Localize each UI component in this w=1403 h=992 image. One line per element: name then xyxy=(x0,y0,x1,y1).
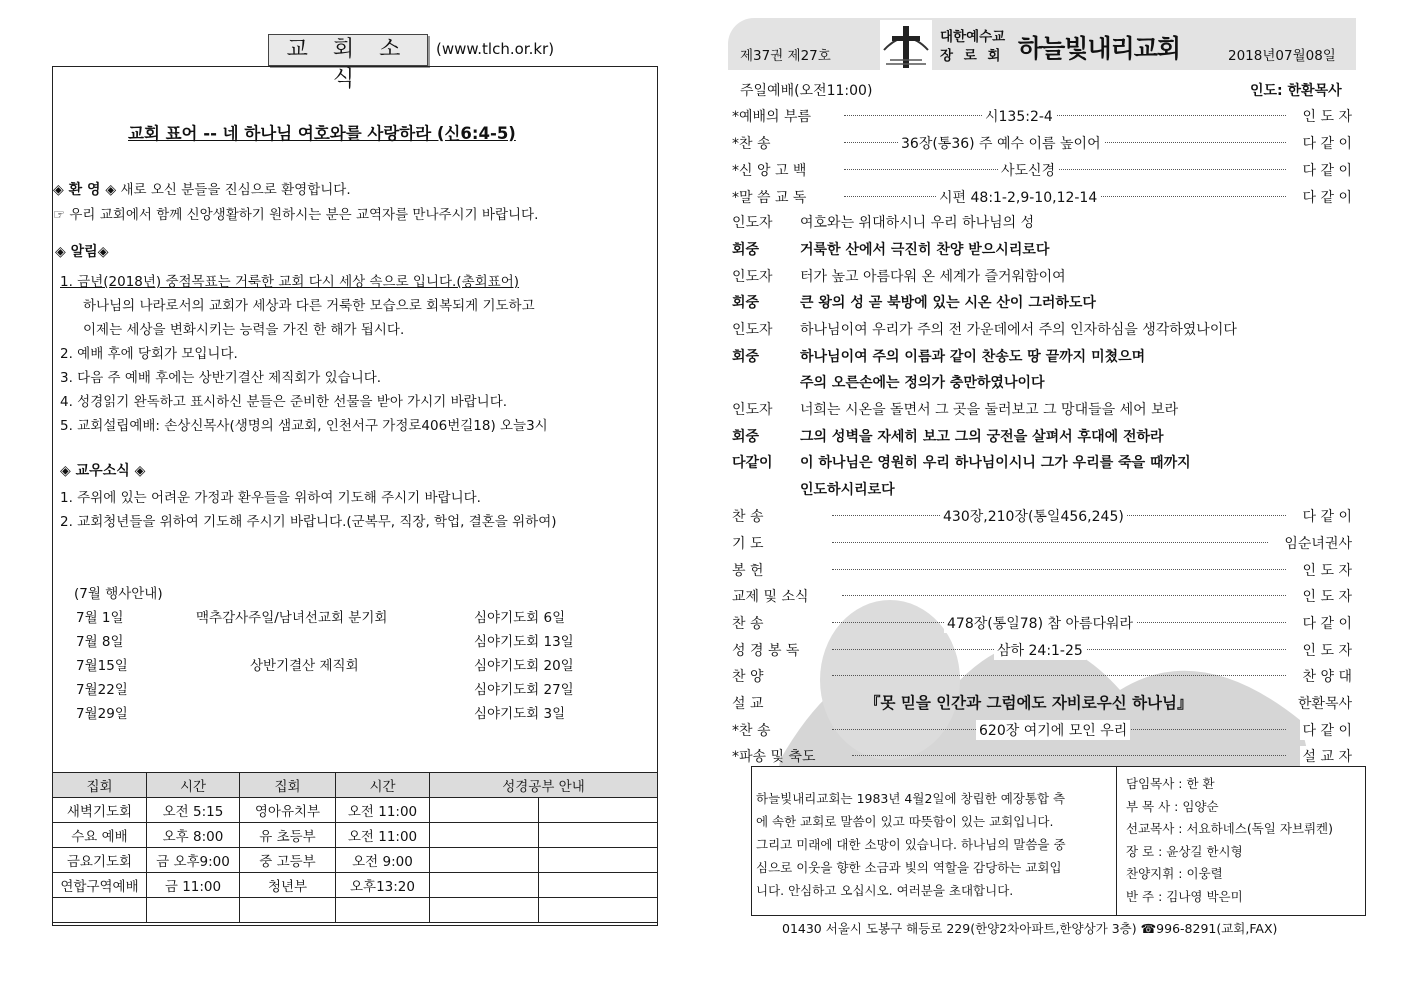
july-date: 7월 8일 xyxy=(76,634,124,650)
order-label: 기 도 xyxy=(732,536,764,552)
order-middle: 시편 48:1-2,9-10,12-14 xyxy=(936,187,1100,207)
order-item xyxy=(732,183,1352,209)
order-item xyxy=(732,102,1352,128)
table-cell xyxy=(430,848,539,873)
table-cell: 오전 11:00 xyxy=(336,798,430,823)
table-row xyxy=(53,898,658,923)
table-header-row xyxy=(53,773,658,798)
reading-text: 인도하시리로다 xyxy=(800,482,895,498)
order-label: *찬 송 xyxy=(732,136,771,152)
bulletin-date: 2018년07월08일 xyxy=(1228,48,1336,64)
order-item xyxy=(732,742,1352,768)
table-cell xyxy=(430,823,539,848)
table-cell xyxy=(539,898,658,923)
leader-dots xyxy=(852,755,1286,756)
order-right: 다 같 이 xyxy=(1300,160,1352,180)
table-cell xyxy=(539,848,658,873)
table-cell: 중 고등부 xyxy=(240,848,336,873)
table-row xyxy=(53,823,658,848)
reading-text: 큰 왕의 성 곧 북방에 있는 시온 산이 그러하도다 xyxy=(800,295,1096,311)
denomination-top: 대한예수교 xyxy=(940,29,1006,45)
intro-line: 하늘빛내리교회는 1983년 4월2일에 창립한 예장통합 측 xyxy=(756,791,1066,806)
reading-text: 하나님이여 주의 이름과 같이 찬송도 땅 끝까지 미쳤으며 xyxy=(800,349,1146,365)
leader-dots xyxy=(844,115,1286,116)
reading-text: 터가 높고 아름다워 온 세계가 즐거워함이여 xyxy=(800,269,1066,285)
col-header: 성경공부 안내 xyxy=(430,773,658,798)
church-news-heading: ◈ 교우소식 ◈ xyxy=(60,463,146,479)
col-header: 집회 xyxy=(53,773,147,798)
july-prayer: 심야기도회 20일 xyxy=(474,658,574,674)
reader-role: 회중 xyxy=(732,242,760,258)
staff-line: 담임목사 : 한 환 xyxy=(1126,776,1215,791)
table-cell: 영아유치부 xyxy=(240,798,336,823)
july-prayer: 심야기도회 13일 xyxy=(474,634,574,650)
table-row xyxy=(53,873,658,898)
order-item xyxy=(732,716,1352,742)
table-cell xyxy=(430,898,539,923)
table-row xyxy=(53,798,658,823)
order-item xyxy=(732,556,1352,582)
order-right: 인 도 자 xyxy=(1300,586,1352,606)
july-date: 7월 1일 xyxy=(76,610,124,626)
july-event: 맥추감사주일/남녀선교회 분기회 xyxy=(196,610,388,626)
table-cell xyxy=(539,798,658,823)
order-item xyxy=(732,129,1352,155)
intro-line: 니다. 안심하고 오십시오. 여러분을 초대합니다. xyxy=(756,883,1014,898)
order-right: 임순녀권사 xyxy=(1281,533,1352,553)
reading-text: 그의 성벽을 자세히 보고 그의 궁전을 살펴서 후대에 전하라 xyxy=(800,429,1164,445)
leader-dots xyxy=(832,675,1286,676)
notice-item: 2. 예배 후에 당회가 모입니다. xyxy=(60,346,238,362)
church-news-item: 1. 주위에 있는 어려운 가정과 환우들을 위하여 기도해 주시기 바랍니다. xyxy=(60,490,481,506)
july-date: 7월29일 xyxy=(76,706,128,722)
order-item xyxy=(732,156,1352,182)
july-event: 상반기결산 제직회 xyxy=(250,658,359,674)
table-cell: 수요 예배 xyxy=(53,823,147,848)
volume-number: 제37권 제27호 xyxy=(740,48,831,64)
order-item xyxy=(732,636,1352,662)
staff-line: 반 주 : 김나영 박은미 xyxy=(1126,888,1243,904)
reader-role: 인도자 xyxy=(732,215,773,231)
order-right: 다 같 이 xyxy=(1300,506,1352,526)
order-label: 찬 양 xyxy=(732,669,764,685)
table-cell xyxy=(53,898,147,923)
july-heading: (7월 행사안내) xyxy=(74,586,163,602)
order-label: *신 앙 고 백 xyxy=(732,163,807,179)
reader-role: 회중 xyxy=(732,295,760,311)
reading-text: 하나님이여 우리가 주의 전 가운데에서 주의 인자하심을 생각하였나이다 xyxy=(800,322,1237,338)
order-middle: 620장 여기에 모인 우리 xyxy=(976,720,1130,740)
table-cell xyxy=(336,898,430,923)
july-prayer: 심야기도회 3일 xyxy=(474,706,566,722)
sermon-title: 『못 믿을 인간과 그럼에도 자비로우신 하나님』 xyxy=(865,694,1193,712)
order-right: 다 같 이 xyxy=(1300,187,1352,207)
reader-role: 회중 xyxy=(732,429,760,445)
notice-item: 하나님의 나라로서의 교회가 세상과 다른 거룩한 모습으로 회복되게 기도하고 xyxy=(83,298,535,314)
order-item xyxy=(732,689,1352,715)
welcome-line2: ☞ 우리 교회에서 함께 신앙생활하기 원하시는 분은 교역자를 만나주시기 바랍니다. xyxy=(53,207,539,223)
reader-role: 인도자 xyxy=(732,402,773,418)
notice-item: 이제는 세상을 변화시키는 능력을 가진 한 해가 됩시다. xyxy=(83,322,405,338)
order-label: *찬 송 xyxy=(732,723,771,739)
staff-line: 장 로 : 윤상길 한시형 xyxy=(1126,843,1243,859)
table-cell: 금요기도회 xyxy=(53,848,147,873)
table-cell: 오후13:20 xyxy=(336,873,430,898)
table-row xyxy=(53,848,658,873)
staff-list xyxy=(1126,773,1333,908)
reader-role: 다같이 xyxy=(732,455,773,471)
table-cell: 연합구역예배 xyxy=(53,873,147,898)
table-cell xyxy=(430,798,539,823)
order-label: 교제 및 소식 xyxy=(732,589,809,605)
order-middle: 430장,210장(통일456,245) xyxy=(940,506,1127,526)
order-right: 인 도 자 xyxy=(1300,560,1352,580)
order-label: 성 경 봉 독 xyxy=(732,643,800,659)
reading-text: 여호와는 위대하시니 우리 하나님의 성 xyxy=(800,215,1035,231)
reading-text: 주의 오른손에는 정의가 충만하였나이다 xyxy=(800,375,1045,391)
order-right: 한환목사 xyxy=(1295,693,1352,713)
order-right: 인 도 자 xyxy=(1300,106,1352,126)
notice-item: 5. 교회설립예배: 손상신목사(생명의 샘교회, 인천서구 가정로406번길18) 오늘3시 xyxy=(60,418,548,434)
order-label: *말 씀 교 독 xyxy=(732,190,807,206)
church-address-footer: 01430 서울시 도봉구 해등로 229(한양2차아파트,한양상가 3층) ☎996-8291(교회,FAX) xyxy=(782,921,1278,936)
order-middle: 시135:2-4 xyxy=(982,106,1056,126)
church-name: 하늘빛내리교회 xyxy=(1018,34,1181,63)
reading-text: 너희는 시온을 돌면서 그 곳을 둘러보고 그 망대들을 세어 보라 xyxy=(800,402,1179,418)
page-title: 교 회 소 식 xyxy=(268,34,428,66)
order-label: 찬 송 xyxy=(732,509,764,525)
order-right: 다 같 이 xyxy=(1300,133,1352,153)
table-cell: 오후 8:00 xyxy=(147,823,240,848)
col-header: 시간 xyxy=(336,773,430,798)
cross-logo-icon xyxy=(880,20,932,70)
website-url[interactable]: (www.tlch.or.kr) xyxy=(436,40,555,58)
leader-dots xyxy=(844,169,1286,170)
intro-line: 그리고 미래에 대한 소망이 있습니다. 하나님의 말씀을 중 xyxy=(756,837,1066,852)
church-intro xyxy=(756,787,1066,902)
leader-dots xyxy=(842,595,1286,596)
order-middle: 사도신경 xyxy=(998,160,1058,180)
leader-dots xyxy=(832,569,1286,570)
staff-line: 부 목 사 : 임양순 xyxy=(1126,798,1219,814)
table-cell: 금 오후9:00 xyxy=(147,848,240,873)
service-title: 주일예배(오전11:00) xyxy=(740,83,873,99)
intro-line: 에 속한 교회로 말씀이 있고 따뜻함이 있는 교회입니다. xyxy=(756,814,1054,829)
order-item xyxy=(732,609,1352,635)
table-cell: 금 11:00 xyxy=(147,873,240,898)
order-item xyxy=(732,582,1352,608)
reader-role: 인도자 xyxy=(732,269,773,285)
welcome-text: 새로 오신 분들을 진심으로 환영합니다. xyxy=(120,182,351,198)
notice-item: 3. 다음 주 예배 후에는 상반기결산 제직회가 있습니다. xyxy=(60,370,382,386)
notices-heading: ◈ 알림◈ xyxy=(55,244,109,260)
order-middle: 36장(통36) 주 예수 이름 높이어 xyxy=(898,133,1104,153)
july-date: 7월22일 xyxy=(76,682,128,698)
service-leader: 인도: 한환목사 xyxy=(1250,83,1342,99)
table-cell: 유 초등부 xyxy=(240,823,336,848)
welcome-heading: ◈ 환 영 ◈ xyxy=(53,182,117,198)
table-cell xyxy=(539,873,658,898)
reading-text: 이 하나님은 영원히 우리 하나님이시니 그가 우리를 죽을 때까지 xyxy=(800,455,1191,471)
col-header: 시간 xyxy=(147,773,240,798)
order-item xyxy=(732,502,1352,528)
order-item xyxy=(732,529,1352,555)
divider xyxy=(1116,767,1117,915)
reading-text: 거룩한 산에서 극진히 찬양 받으시리로다 xyxy=(800,242,1050,258)
intro-line: 심으로 이웃을 향한 소금과 빛의 역할을 감당하는 교회입 xyxy=(756,860,1062,875)
leader-dots xyxy=(832,542,1268,543)
reader-role: 회중 xyxy=(732,349,760,365)
order-label: 봉 헌 xyxy=(732,563,764,579)
table-cell xyxy=(240,898,336,923)
july-prayer: 심야기도회 27일 xyxy=(474,682,574,698)
denomination-bottom: 장 로 회 xyxy=(940,48,1004,64)
order-right: 다 같 이 xyxy=(1300,720,1352,740)
july-date: 7월15일 xyxy=(76,658,128,674)
order-label: 찬 송 xyxy=(732,616,764,632)
table-cell: 오전 9:00 xyxy=(336,848,430,873)
staff-line: 찬양지휘 : 이웅렬 xyxy=(1126,866,1223,881)
welcome-section xyxy=(53,178,351,199)
table-cell: 오전 11:00 xyxy=(336,823,430,848)
table-cell: 청년부 xyxy=(240,873,336,898)
order-label: *예배의 부름 xyxy=(732,109,812,125)
church-motto: 교회 표어 -- 네 하나님 여호와를 사랑하라 (신6:4-5) xyxy=(128,124,516,143)
order-middle: 478장(통일78) 참 아름다워라 xyxy=(944,613,1136,633)
table-cell: 새벽기도회 xyxy=(53,798,147,823)
church-info-box xyxy=(751,766,1366,916)
table-cell xyxy=(539,823,658,848)
table-cell xyxy=(430,873,539,898)
col-header: 집회 xyxy=(240,773,336,798)
reader-role: 인도자 xyxy=(732,322,773,338)
table-cell xyxy=(147,898,240,923)
schedule-table xyxy=(52,772,658,923)
order-right: 설 교 자 xyxy=(1300,746,1352,766)
order-right: 인 도 자 xyxy=(1300,640,1352,660)
order-middle: 삼하 24:1-25 xyxy=(994,640,1086,660)
order-item xyxy=(732,662,1352,688)
notice-item: 4. 성경읽기 완독하고 표시하신 분들은 준비한 선물을 받아 가시기 바랍니다. xyxy=(60,394,508,410)
july-prayer: 심야기도회 6일 xyxy=(474,610,566,626)
table-cell: 오전 5:15 xyxy=(147,798,240,823)
order-label: 설 교 xyxy=(732,696,764,712)
notice-item: 1. 금년(2018년) 중점목표는 거룩한 교회 다시 세상 속으로 입니다.(총회표어) xyxy=(60,274,520,290)
order-label: *파송 및 축도 xyxy=(732,749,816,765)
church-news-item: 2. 교회청년들을 위하여 기도해 주시기 바랍니다.(군복무, 직장, 학업, 결혼을 위하여) xyxy=(60,514,557,530)
order-right: 다 같 이 xyxy=(1300,613,1352,633)
order-right: 찬 양 대 xyxy=(1300,666,1352,686)
staff-line: 선교목사 : 서요하네스(독일 자브뤼켄) xyxy=(1126,821,1334,836)
